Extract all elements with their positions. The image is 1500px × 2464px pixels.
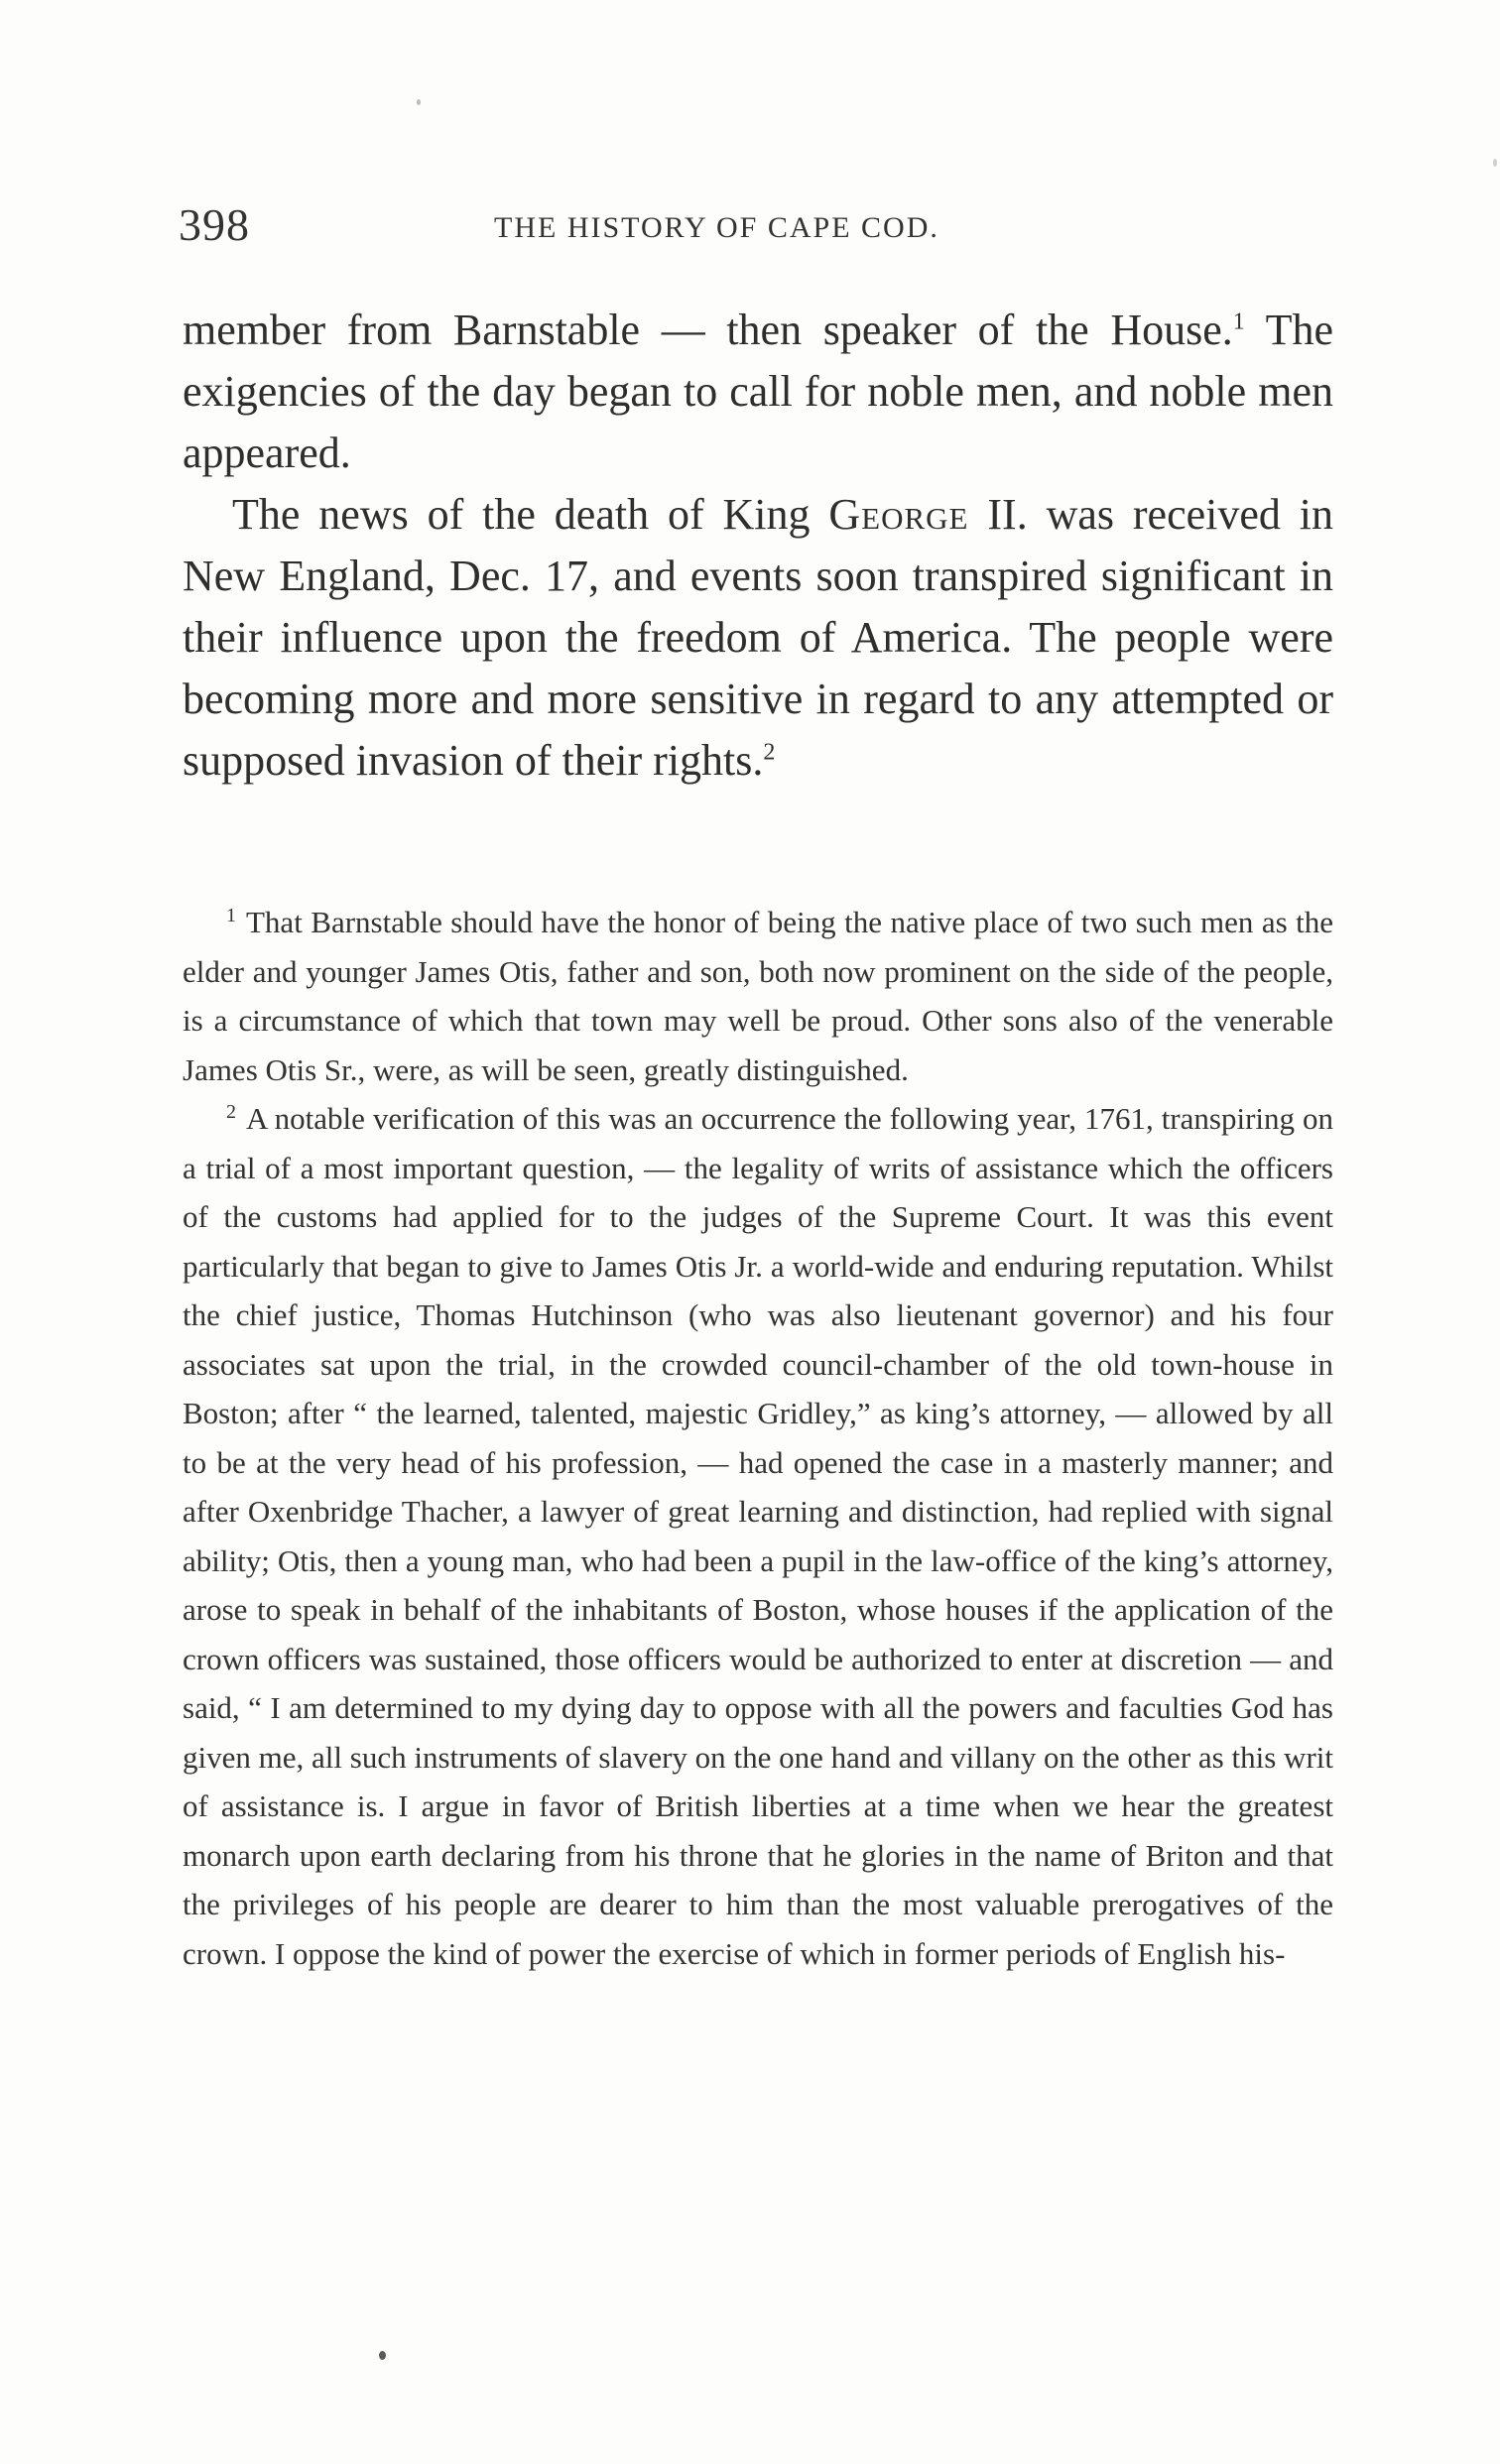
ink-speck [379, 2351, 386, 2360]
footnote [183, 898, 1333, 1094]
footnote [183, 1094, 1333, 1978]
paragraph [183, 484, 1333, 792]
page-header [179, 198, 1329, 258]
main-text [183, 300, 1333, 792]
footnote-reference: 2 [763, 739, 776, 766]
ink-speck [1493, 159, 1497, 167]
paragraph [183, 300, 1333, 484]
ink-speck [417, 99, 421, 105]
paragraph-text: The news of the death of King [232, 490, 829, 539]
page-number: 398 [179, 199, 250, 250]
footnotes [183, 898, 1333, 1978]
king-name: George [828, 490, 969, 539]
footnote-text: That Barnstable should have the honor of being the native place of two such men as the elder and younger James Otis, father and son, both now prominent on the side of the people, is a circumstance of which that town may well be proud. Other sons also of the venerable James Otis Sr., were, as will be seen, greatly distinguished. [183, 905, 1333, 1087]
footnote-mark: 2 [226, 1100, 236, 1123]
paragraph-text: The exigencies of the day began to call for noble men, and noble men appeared. [183, 306, 1333, 477]
footnote-mark: 1 [226, 904, 236, 926]
paragraph-text: member from Barnstable — then speaker of the House. [183, 306, 1233, 354]
footnote-reference: 1 [1232, 308, 1245, 335]
footnote-text: A notable verification of this was an occurrence the following year, 1761, transpiring on a trial of a most important question, — the legality of writs of assistance which the officers of the customs had applied for to the judges of the Supreme Court. It was this event particularly that began to give to James Otis Jr. a world-wide and enduring reputation. Whilst the chief justice, Thomas Hutchinson (who was also lieutenant governor) and his four associates sat upon the trial, in the crowded council-chamber of the old town-house in Boston; after “ the learned, talented, majestic Gridley,” as king’s attorney, — allowed by all to be at the very head of his profession, — had opened the case in a masterly manner; and after Oxenbridge Thacher, a lawyer of great learning and distinction, had replied with signal ability; Otis, then a young man, who had been a pupil in the law-office of the king’s attorney, arose to speak in behalf of the inhabitants of Boston, whose houses if the application of the crown officers was sustained, those officers would be authorized to enter at discretion — and said, “ I am determined to my dying day to oppose with all the powers and faculties God has given me, all such instruments of slavery on the one hand and villany on the other as this writ of assistance is. I argue in favor of British liberties at a time when we hear the greatest monarch upon earth declaring from his throne that he glories in the name of Briton and that the privileges of his people are dearer to him than the most valuable prerogatives of the crown. I oppose the kind of power the exercise of which in former periods of English his- [183, 1101, 1333, 1971]
paragraph-text: II. was received in New England, Dec. 17, and events soon transpired significant in their influence upon the freedom of America. The people were becoming more and more sensitive in regard to any attempted or supposed invasion of their rights. [183, 490, 1333, 785]
running-head: THE HISTORY OF CAPE COD. [494, 211, 939, 244]
